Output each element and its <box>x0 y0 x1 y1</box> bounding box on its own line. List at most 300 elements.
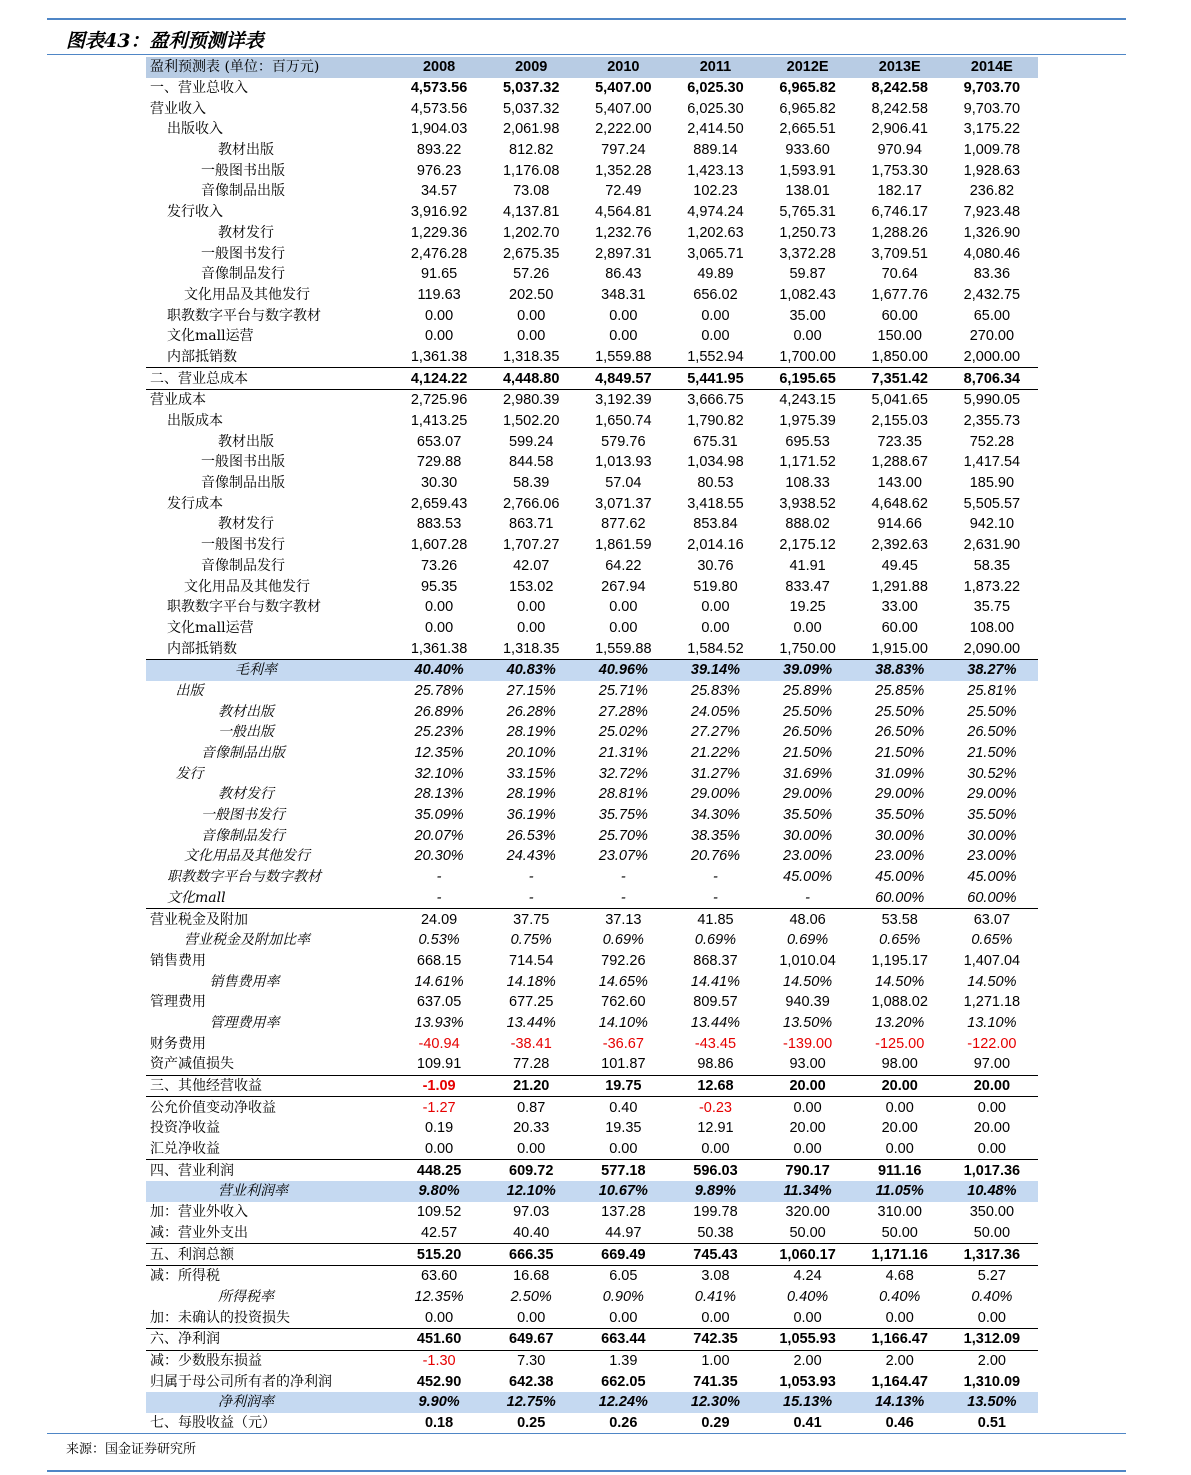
table-cell: 3,192.39 <box>595 392 652 409</box>
table-cell: 30.52% <box>967 765 1017 782</box>
table-cell: 60.00% <box>946 888 1038 909</box>
table-cell: 11.05% <box>854 1181 946 1202</box>
title-rule <box>47 54 1126 55</box>
table-cell: 50.00 <box>789 1224 826 1241</box>
row-label: 资产减值损失 <box>150 1056 234 1073</box>
table-cell: 1,650.74 <box>595 413 652 430</box>
row-label: 五、利润总额 <box>146 1244 393 1266</box>
table-cell: 3,071.37 <box>595 495 652 512</box>
table-cell: 745.43 <box>669 1244 761 1266</box>
row-label: 音像制品发行 <box>201 827 285 844</box>
table-cell: 3,666.75 <box>687 392 744 409</box>
table-cell: 45.00% <box>783 869 833 886</box>
table-cell: 6.05 <box>609 1268 638 1285</box>
table-cell: 29.00% <box>783 786 833 803</box>
table-cell: 7,351.42 <box>854 368 946 390</box>
row-label: 发行成本 <box>167 495 223 512</box>
table-cell: 153.02 <box>509 578 554 595</box>
table-row <box>146 452 1038 473</box>
table-cell: 4,080.46 <box>963 245 1021 262</box>
table-row <box>146 1033 1038 1054</box>
table-cell: 666.35 <box>485 1244 577 1266</box>
table-cell: - <box>669 888 761 909</box>
table-cell: 4,564.81 <box>595 204 652 221</box>
table-cell: 0.00 <box>885 1309 914 1326</box>
table-cell: 13.93% <box>414 1014 464 1031</box>
table-cell: 0.00 <box>701 619 730 636</box>
table-cell: 6,965.82 <box>779 100 836 117</box>
table-row <box>146 181 1038 202</box>
row-label: 管理费用率 <box>209 1014 280 1031</box>
table-cell: 25.89% <box>783 682 833 699</box>
table-cell: 34.57 <box>420 183 458 200</box>
table-cell: 12.35% <box>414 745 464 762</box>
row-label: 所得税率 <box>218 1288 274 1305</box>
table-cell: 35.50% <box>783 807 833 824</box>
table-cell: 14.18% <box>506 973 556 990</box>
table-cell: 350.00 <box>969 1204 1015 1221</box>
table-cell: 790.17 <box>762 1160 854 1181</box>
table-cell: 637.05 <box>416 994 462 1011</box>
table-cell: 675.31 <box>693 433 738 450</box>
table-cell: 49.89 <box>697 266 734 283</box>
table-cell: 97.00 <box>973 1056 1011 1073</box>
row-label: 一般图书出版 <box>201 162 285 179</box>
table-row <box>146 1013 1038 1034</box>
row-label: 职教数字平台与数字教材 <box>167 307 321 324</box>
table-cell: 38.27% <box>946 659 1038 680</box>
table-row <box>146 514 1038 535</box>
table-cell: 6,965.82 <box>779 80 836 97</box>
table-cell: 0.00 <box>701 307 730 324</box>
table-cell: 2.00 <box>977 1352 1006 1369</box>
table-cell: 57.26 <box>513 266 550 283</box>
table-row <box>146 909 1038 930</box>
table-row <box>146 1328 1038 1350</box>
table-cell: 1,873.22 <box>963 578 1021 595</box>
table-cell: 14.50% <box>967 973 1017 990</box>
table-cell: 320.00 <box>785 1204 830 1221</box>
table-cell: 21.50% <box>875 745 925 762</box>
table-cell: 13.44% <box>506 1014 556 1031</box>
table-cell: 2,000.00 <box>963 348 1021 365</box>
table-cell: 36.19% <box>506 807 556 824</box>
table-row <box>146 805 1038 826</box>
table-cell: 0.00 <box>977 1099 1006 1116</box>
table-cell: 137.28 <box>601 1204 646 1221</box>
table-cell: 0.87 <box>517 1099 546 1116</box>
table-cell: 6,746.17 <box>871 204 928 221</box>
table-cell: 13.50% <box>783 1014 833 1031</box>
table-row <box>146 1307 1038 1328</box>
table-cell: 31.69% <box>783 765 833 782</box>
table-cell: -1.30 <box>422 1352 456 1369</box>
table-row <box>146 1097 1038 1118</box>
figure-title: 图表43：盈利预测详表 <box>66 30 264 52</box>
table-cell: 25.50% <box>875 703 925 720</box>
table-cell: 199.78 <box>693 1204 738 1221</box>
table-cell: 1,288.67 <box>871 454 928 471</box>
table-cell: 39.14% <box>669 659 761 680</box>
table-cell: 9.89% <box>669 1181 761 1202</box>
table-row <box>146 1287 1038 1308</box>
table-row <box>146 576 1038 597</box>
table-cell: 73.08 <box>513 183 550 200</box>
header-label: 盈利预测表 (单位：百万元) <box>146 57 393 78</box>
table-cell: 77.28 <box>513 1056 550 1073</box>
table-cell: - <box>713 869 718 886</box>
table-cell: 7.30 <box>517 1352 546 1369</box>
table-cell: 27.15% <box>506 682 556 699</box>
table-cell: 656.02 <box>693 286 738 303</box>
table-cell: 48.06 <box>789 911 826 928</box>
row-label: 公允价值变动净收益 <box>150 1099 276 1116</box>
table-header-row <box>146 57 1038 78</box>
table-row <box>146 535 1038 556</box>
table-cell: 19.35 <box>605 1120 642 1137</box>
table-cell: 25.70% <box>598 827 648 844</box>
table-cell: 25.23% <box>414 724 464 741</box>
table-cell: 23.00% <box>967 848 1017 865</box>
table-cell: 86.43 <box>605 266 642 283</box>
table-cell: 2,432.75 <box>963 286 1021 303</box>
table-row <box>146 285 1038 306</box>
table-cell: 933.60 <box>785 142 830 159</box>
table-cell: -139.00 <box>783 1035 833 1052</box>
row-label: 营业收入 <box>150 100 206 117</box>
table-row <box>146 618 1038 639</box>
row-label: 毛利率 <box>146 659 393 680</box>
table-cell: 24.43% <box>506 848 556 865</box>
table-cell: 663.44 <box>577 1328 669 1350</box>
table-cell: 0.00 <box>517 599 546 616</box>
table-cell: 20.00 <box>762 1075 854 1097</box>
table-cell: 4.24 <box>793 1268 822 1285</box>
table-cell: 27.27% <box>690 724 741 741</box>
table-cell: 42.57 <box>420 1224 458 1241</box>
table-cell: 109.91 <box>416 1056 462 1073</box>
table-cell: 1,034.98 <box>687 454 744 471</box>
row-label: 一般图书发行 <box>201 245 285 262</box>
table-cell: 236.82 <box>969 183 1015 200</box>
column-header: 2010 <box>577 57 669 78</box>
table-cell: 14.61% <box>414 973 464 990</box>
table-row <box>146 784 1038 805</box>
table-cell: 25.50% <box>783 703 833 720</box>
table-cell: 1,318.35 <box>502 640 560 657</box>
table-cell: 4.68 <box>885 1268 914 1285</box>
row-label: 音像制品发行 <box>201 266 285 283</box>
row-label: 教材发行 <box>218 786 274 803</box>
table-cell: - <box>528 869 534 886</box>
table-cell: 1,584.52 <box>687 640 744 657</box>
table-cell: 26.50% <box>875 724 925 741</box>
table-cell: 60.00 <box>881 619 918 636</box>
table-cell: 29.00% <box>967 786 1017 803</box>
table-row <box>146 1054 1038 1075</box>
table-row <box>146 202 1038 223</box>
row-label: 音像制品出版 <box>201 745 285 762</box>
bottom-rule <box>47 1433 1126 1434</box>
table-cell: 32.10% <box>414 765 464 782</box>
table-cell: 0.53% <box>418 932 460 949</box>
table-cell: 6,025.30 <box>687 80 744 97</box>
table-cell: 25.83% <box>690 682 741 699</box>
column-header: 2013E <box>854 57 946 78</box>
table-cell: 868.37 <box>693 952 738 969</box>
table-cell: 30.00% <box>967 827 1017 844</box>
row-label: 教材出版 <box>218 142 274 159</box>
table-row <box>146 1413 1038 1434</box>
column-header: 2009 <box>485 57 577 78</box>
table-cell: 3,916.92 <box>410 204 468 221</box>
table-cell: 1,271.18 <box>963 994 1021 1011</box>
table-cell: 1,291.88 <box>871 578 928 595</box>
row-label: 七、每股收益（元） <box>146 1413 393 1434</box>
table-cell: 20.30% <box>414 848 464 865</box>
table-cell: 28.19% <box>506 724 556 741</box>
table-cell: 0.00 <box>885 1099 914 1116</box>
table-cell: 2,355.73 <box>963 413 1021 430</box>
row-label: 投资净收益 <box>150 1120 220 1137</box>
table-cell: 6,195.65 <box>762 368 854 390</box>
table-cell: 3.08 <box>701 1268 730 1285</box>
table-cell: 14.10% <box>598 1014 648 1031</box>
table-cell: 1,232.76 <box>595 224 652 241</box>
row-label: 营业税金及附加 <box>150 911 248 928</box>
table-cell: 21.20 <box>485 1075 577 1097</box>
table-cell: 13.10% <box>967 1014 1017 1031</box>
table-row <box>146 390 1038 411</box>
table-cell: -122.00 <box>967 1035 1017 1052</box>
table-cell: 0.69% <box>787 932 829 949</box>
table-cell: 20.00 <box>881 1120 918 1137</box>
row-label: 加：营业外收入 <box>150 1204 248 1221</box>
row-label: 内部抵销数 <box>167 640 237 657</box>
table-cell: 669.49 <box>577 1244 669 1266</box>
table-cell: 2,766.06 <box>502 495 560 512</box>
table-cell: -43.45 <box>694 1035 737 1052</box>
row-label: 发行收入 <box>167 204 223 221</box>
table-cell: 65.00 <box>973 307 1011 324</box>
table-row <box>146 326 1038 347</box>
table-cell: 182.17 <box>877 183 922 200</box>
table-row <box>146 140 1038 161</box>
table-cell: 1,010.04 <box>779 952 836 969</box>
table-cell: 833.47 <box>785 578 830 595</box>
table-cell: 1,171.16 <box>854 1244 946 1266</box>
table-cell: 1,017.36 <box>946 1160 1038 1181</box>
table-cell: 37.13 <box>605 911 642 928</box>
table-cell: 0.00 <box>609 599 638 616</box>
table-row <box>146 825 1038 846</box>
table-cell: 28.13% <box>414 786 464 803</box>
table-cell: 662.05 <box>601 1373 646 1390</box>
table-cell: 7,923.48 <box>963 204 1021 221</box>
table-cell: 883.53 <box>416 516 462 533</box>
row-label: 一般图书出版 <box>201 454 285 471</box>
table-cell: 1,055.93 <box>762 1328 854 1350</box>
table-cell: 25.81% <box>967 682 1017 699</box>
table-cell: -1.27 <box>422 1099 456 1116</box>
table-cell: 29.00% <box>875 786 925 803</box>
table-cell: 138.01 <box>785 183 830 200</box>
table-row <box>146 223 1038 244</box>
table-cell: 93.00 <box>789 1056 826 1073</box>
table-cell: 59.87 <box>789 266 826 283</box>
table-cell: 38.35% <box>690 827 741 844</box>
table-row <box>146 992 1038 1013</box>
row-label: 出版收入 <box>167 121 223 138</box>
table-cell: 31.09% <box>875 765 925 782</box>
table-row <box>146 368 1038 390</box>
table-cell: 41.85 <box>697 911 734 928</box>
column-header: 2008 <box>393 57 485 78</box>
table-cell: 20.00 <box>946 1075 1038 1097</box>
table-cell: 5,441.95 <box>669 368 761 390</box>
table-cell: 1,088.02 <box>871 994 928 1011</box>
table-cell: 0.29 <box>669 1413 761 1434</box>
table-row <box>146 846 1038 867</box>
table-cell: 3,938.52 <box>779 495 836 512</box>
table-cell: 1,593.91 <box>779 162 836 179</box>
row-label: 汇兑净收益 <box>150 1141 220 1158</box>
table-cell: 5,407.00 <box>595 100 652 117</box>
table-cell: 1,559.88 <box>595 348 652 365</box>
table-cell: 1,318.35 <box>502 348 560 365</box>
table-cell: 0.00 <box>609 1309 638 1326</box>
table-cell: 976.23 <box>416 162 462 179</box>
row-label: 六、净利润 <box>146 1328 393 1350</box>
table-cell: 2,897.31 <box>595 245 652 262</box>
table-cell: 1,310.09 <box>963 1373 1021 1390</box>
row-label: 一般出版 <box>218 724 274 741</box>
table-cell: 270.00 <box>969 328 1015 345</box>
table-cell: -38.41 <box>510 1035 552 1052</box>
table-row <box>146 743 1038 764</box>
table-cell: 1,288.26 <box>871 224 928 241</box>
row-label: 四、营业利润 <box>146 1160 393 1181</box>
table-cell: 14.41% <box>690 973 741 990</box>
table-cell: 39.09% <box>762 659 854 680</box>
table-cell: 28.81% <box>598 786 648 803</box>
table-row <box>146 160 1038 181</box>
table-cell: - <box>577 888 669 909</box>
table-cell: 25.85% <box>875 682 925 699</box>
table-row <box>146 1139 1038 1160</box>
table-cell: 1,060.17 <box>762 1244 854 1266</box>
table-cell: 1.39 <box>609 1352 638 1369</box>
table-row <box>146 98 1038 119</box>
table-cell: 1,013.93 <box>595 454 652 471</box>
row-label: 出版 <box>175 682 204 699</box>
table-cell: 668.15 <box>416 952 462 969</box>
table-cell: 4,974.24 <box>687 204 744 221</box>
table-cell: 8,706.34 <box>946 368 1038 390</box>
table-cell: 20.00 <box>789 1120 826 1137</box>
table-cell: 1,700.00 <box>779 348 836 365</box>
table-cell: 0.00 <box>517 307 546 324</box>
table-cell: 35.50% <box>967 807 1017 824</box>
table-cell: 0.00 <box>701 1141 730 1158</box>
table-cell: 348.31 <box>601 286 646 303</box>
table-cell: 3,709.51 <box>871 245 928 262</box>
row-label: 文化mall <box>146 888 393 909</box>
table-cell: 45.00% <box>875 869 925 886</box>
table-row <box>146 305 1038 326</box>
table-cell: 942.10 <box>969 516 1015 533</box>
row-label: 音像制品发行 <box>201 557 285 574</box>
table-cell: 0.46 <box>854 1413 946 1434</box>
table-cell: 9,703.70 <box>963 80 1021 97</box>
table-cell: 2,980.39 <box>502 392 560 409</box>
table-cell: 714.54 <box>509 952 554 969</box>
table-cell: 0.40% <box>787 1288 829 1305</box>
table-cell: 0.19 <box>424 1120 454 1137</box>
table-cell: 1,904.03 <box>410 121 468 138</box>
table-cell: 40.40 <box>513 1224 550 1241</box>
table-cell: 877.62 <box>601 516 646 533</box>
table-cell: 742.35 <box>669 1328 761 1350</box>
table-cell: 1,164.47 <box>871 1373 928 1390</box>
table-row <box>146 763 1038 784</box>
table-cell: 5,037.32 <box>502 80 560 97</box>
table-cell: 143.00 <box>877 475 922 492</box>
table-row <box>146 1160 1038 1181</box>
table-cell: 41.91 <box>789 557 826 574</box>
table-cell: 11.34% <box>762 1181 854 1202</box>
table-cell: 0.69% <box>602 932 644 949</box>
table-row <box>146 951 1038 972</box>
table-cell: 8,242.58 <box>871 80 928 97</box>
table-cell: 202.50 <box>509 286 554 303</box>
table-cell: 4,648.62 <box>871 495 928 512</box>
table-row <box>146 681 1038 702</box>
table-cell: 723.35 <box>877 433 922 450</box>
table-cell: 893.22 <box>416 142 462 159</box>
table-cell: 49.45 <box>881 557 918 574</box>
table-cell: 26.50% <box>783 724 833 741</box>
table-cell: 741.35 <box>693 1373 738 1390</box>
table-cell: 2,155.03 <box>871 413 928 430</box>
table-cell: 609.72 <box>485 1160 577 1181</box>
table-cell: 0.00 <box>793 619 822 636</box>
table-cell: 44.97 <box>605 1224 642 1241</box>
table-cell: 2,090.00 <box>963 640 1021 657</box>
table-cell: 1,502.20 <box>502 413 560 430</box>
table-cell: 695.53 <box>785 433 830 450</box>
table-cell: 109.52 <box>416 1204 462 1221</box>
table-row <box>146 264 1038 285</box>
table-cell: 64.22 <box>605 557 642 574</box>
table-cell: 25.78% <box>414 682 464 699</box>
table-cell: 31.27% <box>690 765 741 782</box>
table-cell: - <box>393 888 485 909</box>
table-cell: 40.40% <box>393 659 485 680</box>
table-row <box>146 867 1038 888</box>
table-cell: 30.00% <box>783 827 833 844</box>
table-cell: 797.24 <box>601 142 646 159</box>
table-row <box>146 930 1038 951</box>
table-cell: 1,171.52 <box>779 454 836 471</box>
table-cell: 4,573.56 <box>410 80 468 97</box>
table-cell: 1,250.73 <box>779 224 836 241</box>
table-cell: 80.53 <box>697 475 734 492</box>
table-cell: 0.00 <box>424 328 454 345</box>
table-cell: 0.40% <box>971 1288 1013 1305</box>
table-cell: 53.58 <box>881 911 918 928</box>
table-cell: 0.40% <box>879 1288 921 1305</box>
